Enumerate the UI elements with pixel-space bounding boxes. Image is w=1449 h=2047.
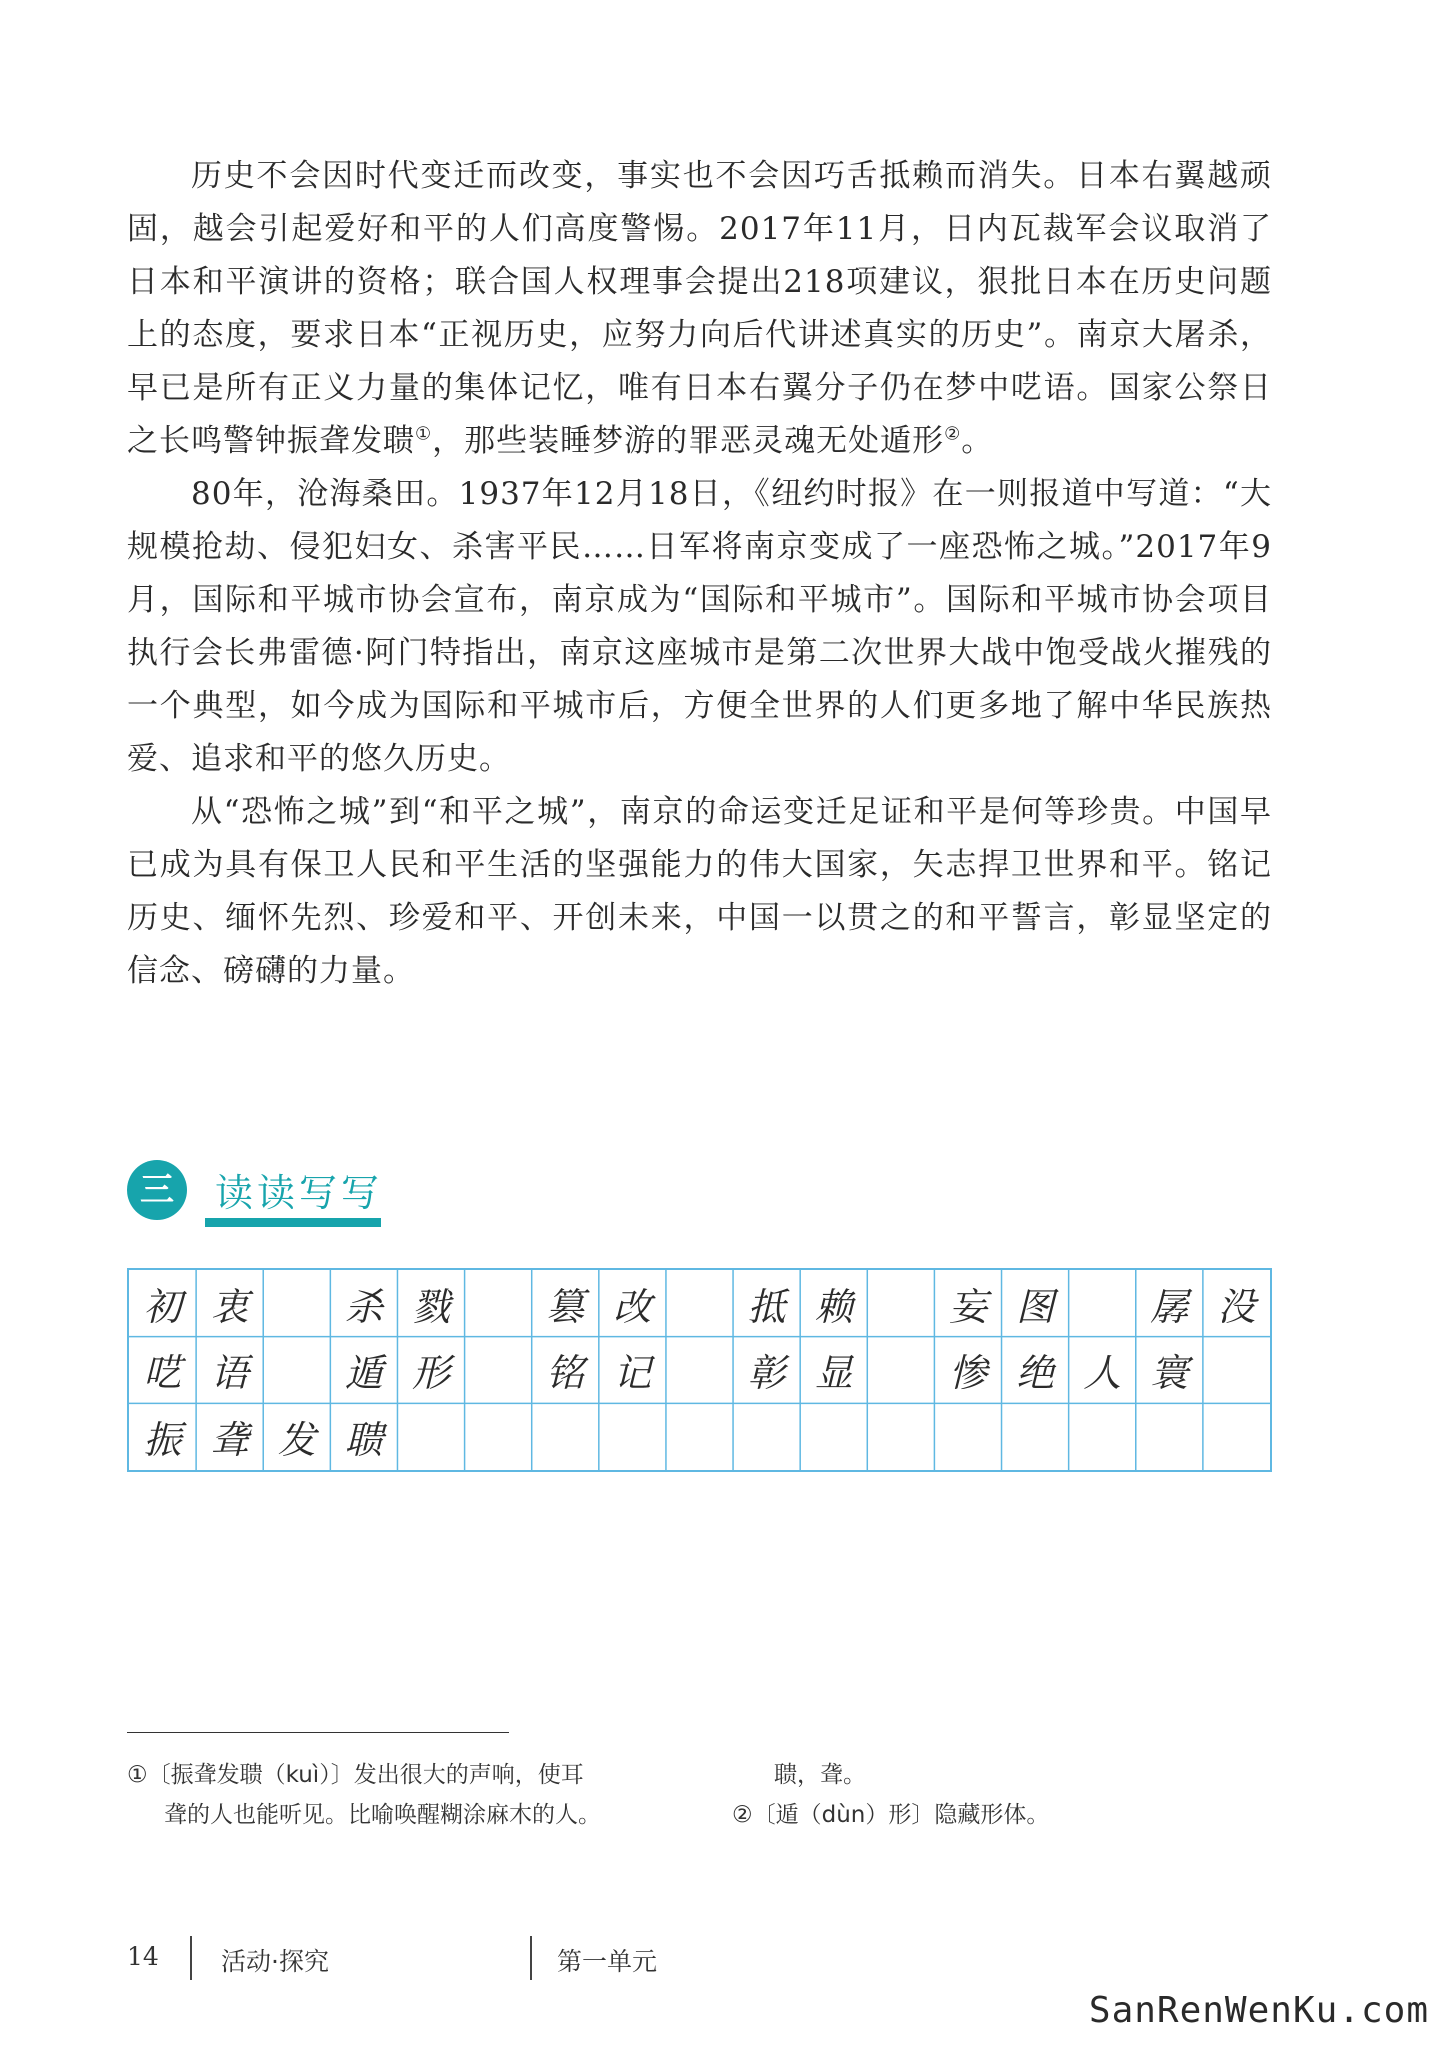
section-heading [127, 1150, 387, 1230]
grid-cell: 语 [210, 1351, 249, 1396]
section-number: 三 [140, 1170, 174, 1210]
section-number-badge [127, 1160, 187, 1220]
grid-cell: 抵 [747, 1284, 786, 1329]
paragraph-1-text-3: 。 [961, 423, 994, 459]
grid-cell [263, 1270, 330, 1337]
grid-cell [599, 1403, 666, 1470]
grid-cell: 戮 [412, 1284, 451, 1329]
grid-cell: 衷 [210, 1284, 249, 1329]
paragraph-2: 80年，沧海桑田。1937年12月18日，《纽约时报》在一则报道中写道：“大规模抢劫、侵犯妇女、杀害平民……日军将南京变成了一座恐怖之城。”2017年9月，国际和平城市协会宣布，南京成为“国际和平城市”。国际和平城市协会项目执行会长弗雷德·阿门特指出，南京这座城市是第二次世界大战中饱受战火摧残的一个典型，如今成为国际和平城市后，方便全世界的人们更多地了解中华民族热爱、追求和平的悠久历史。 [127, 476, 1272, 777]
paragraph-1 [127, 150, 1272, 468]
footnote-1-line-2: 聋的人也能听见。比喻唤醒糊涂麻木的人。 [164, 1802, 601, 1828]
footer-separator [530, 1936, 532, 1980]
footnote-divider [127, 1732, 509, 1733]
grid-cell [934, 1403, 1001, 1470]
grid-cell [867, 1403, 934, 1470]
grid-cell [1203, 1403, 1270, 1470]
grid-cell: 彰 [747, 1351, 786, 1396]
page-footer [127, 1936, 827, 1980]
grid-cell: 振 [143, 1418, 182, 1463]
grid-cell: 形 [412, 1351, 451, 1396]
grid-cell: 聩 [344, 1418, 383, 1463]
grid-cell [397, 1403, 464, 1470]
grid-cell [666, 1337, 733, 1404]
grid-cell: 呓 [143, 1351, 182, 1396]
grid-cell [733, 1403, 800, 1470]
grid-cell [666, 1403, 733, 1470]
grid-cell [867, 1337, 934, 1404]
grid-cell [263, 1337, 330, 1404]
grid-cell: 绝 [1016, 1351, 1055, 1396]
grid-cell [465, 1337, 532, 1404]
grid-cell: 赖 [814, 1284, 853, 1329]
grid-cell: 人 [1083, 1351, 1122, 1396]
paragraph-1-text-2: ，那些装睡梦游的罪恶灵魂无处遁形 [432, 423, 945, 459]
grid-cell: 篡 [546, 1284, 585, 1329]
section-underline [205, 1218, 381, 1227]
grid-cell: 寰 [1150, 1351, 1189, 1396]
grid-cell [1069, 1403, 1136, 1470]
grid-cell: 铭 [546, 1351, 585, 1396]
grid-cell [1203, 1337, 1270, 1404]
grid-cell: 显 [814, 1351, 853, 1396]
grid-cell [666, 1270, 733, 1337]
grid-characters [129, 1270, 1270, 1470]
footnote-1-line-3: 聩，聋。 [774, 1762, 866, 1788]
grid-cell: 改 [613, 1284, 652, 1329]
body-text [127, 150, 1272, 998]
footnote-2: ②〔遁（dùn）形〕隐藏形体。 [732, 1802, 1050, 1828]
grid-cell: 聋 [210, 1418, 249, 1463]
writing-grid [127, 1268, 1272, 1472]
grid-cell [465, 1403, 532, 1470]
grid-cell: 杀 [344, 1284, 383, 1329]
footnote-column-right [732, 1755, 1272, 1835]
footer-section-label: 活动·探究 [221, 1947, 329, 1976]
grid-cell: 孱 [1150, 1284, 1189, 1329]
grid-cell: 图 [1016, 1284, 1055, 1329]
paragraph-3: 从“恐怖之城”到“和平之城”，南京的命运变迁足证和平是何等珍贵。中国早已成为具有保卫人民和平生活的坚强能力的伟大国家，矢志捍卫世界和平。铭记历史、缅怀先烈、珍爱和平、开创未来，中国一以贯之的和平誓言，彰显坚定的信念、磅礴的力量。 [127, 794, 1272, 989]
grid-cell [867, 1270, 934, 1337]
grid-cell: 没 [1217, 1284, 1256, 1329]
grid-cell: 记 [613, 1351, 652, 1396]
grid-cell [1002, 1403, 1069, 1470]
grid-cell [1069, 1270, 1136, 1337]
grid-cell [1136, 1403, 1203, 1470]
section-title: 读读写写 [215, 1171, 384, 1215]
watermark: SanRenWenKu.com [1088, 1990, 1429, 2031]
grid-cell: 惨 [948, 1351, 987, 1396]
grid-cell [800, 1403, 867, 1470]
footnote-1-line-1: ①〔振聋发聩（kuì）〕发出很大的声响，使耳 [127, 1762, 584, 1788]
footer-separator [190, 1936, 192, 1980]
grid-cell: 初 [143, 1284, 182, 1329]
grid-cell [532, 1403, 599, 1470]
grid-cell: 遁 [344, 1351, 383, 1396]
grid-cell [465, 1270, 532, 1337]
footer-unit-label: 第一单元 [557, 1947, 658, 1976]
footnote-column-left [127, 1755, 687, 1835]
grid-cell: 发 [277, 1418, 316, 1463]
paragraph-1-text: 历史不会因时代变迁而改变，事实也不会因巧舌抵赖而消失。日本右翼越顽固，越会引起爱好和平的人们高度警惕。2017年11月，日内瓦裁军会议取消了日本和平演讲的资格；联合国人权理事会提出218项建议，狠批日本在历史问题上的态度，要求日本“正视历史，应努力向后代讲述真实的历史”。南京大屠杀，早已是所有正义力量的集体记忆，唯有日本右翼分子仍在梦中呓语。国家公祭日之长鸣警钟振聋发聩 [127, 158, 1272, 459]
page-number: 14 [127, 1942, 159, 1971]
grid-cell: 妄 [948, 1284, 987, 1329]
footnote-ref-2[interactable]: ② [944, 423, 962, 445]
footnote-ref-1[interactable]: ① [415, 423, 433, 445]
